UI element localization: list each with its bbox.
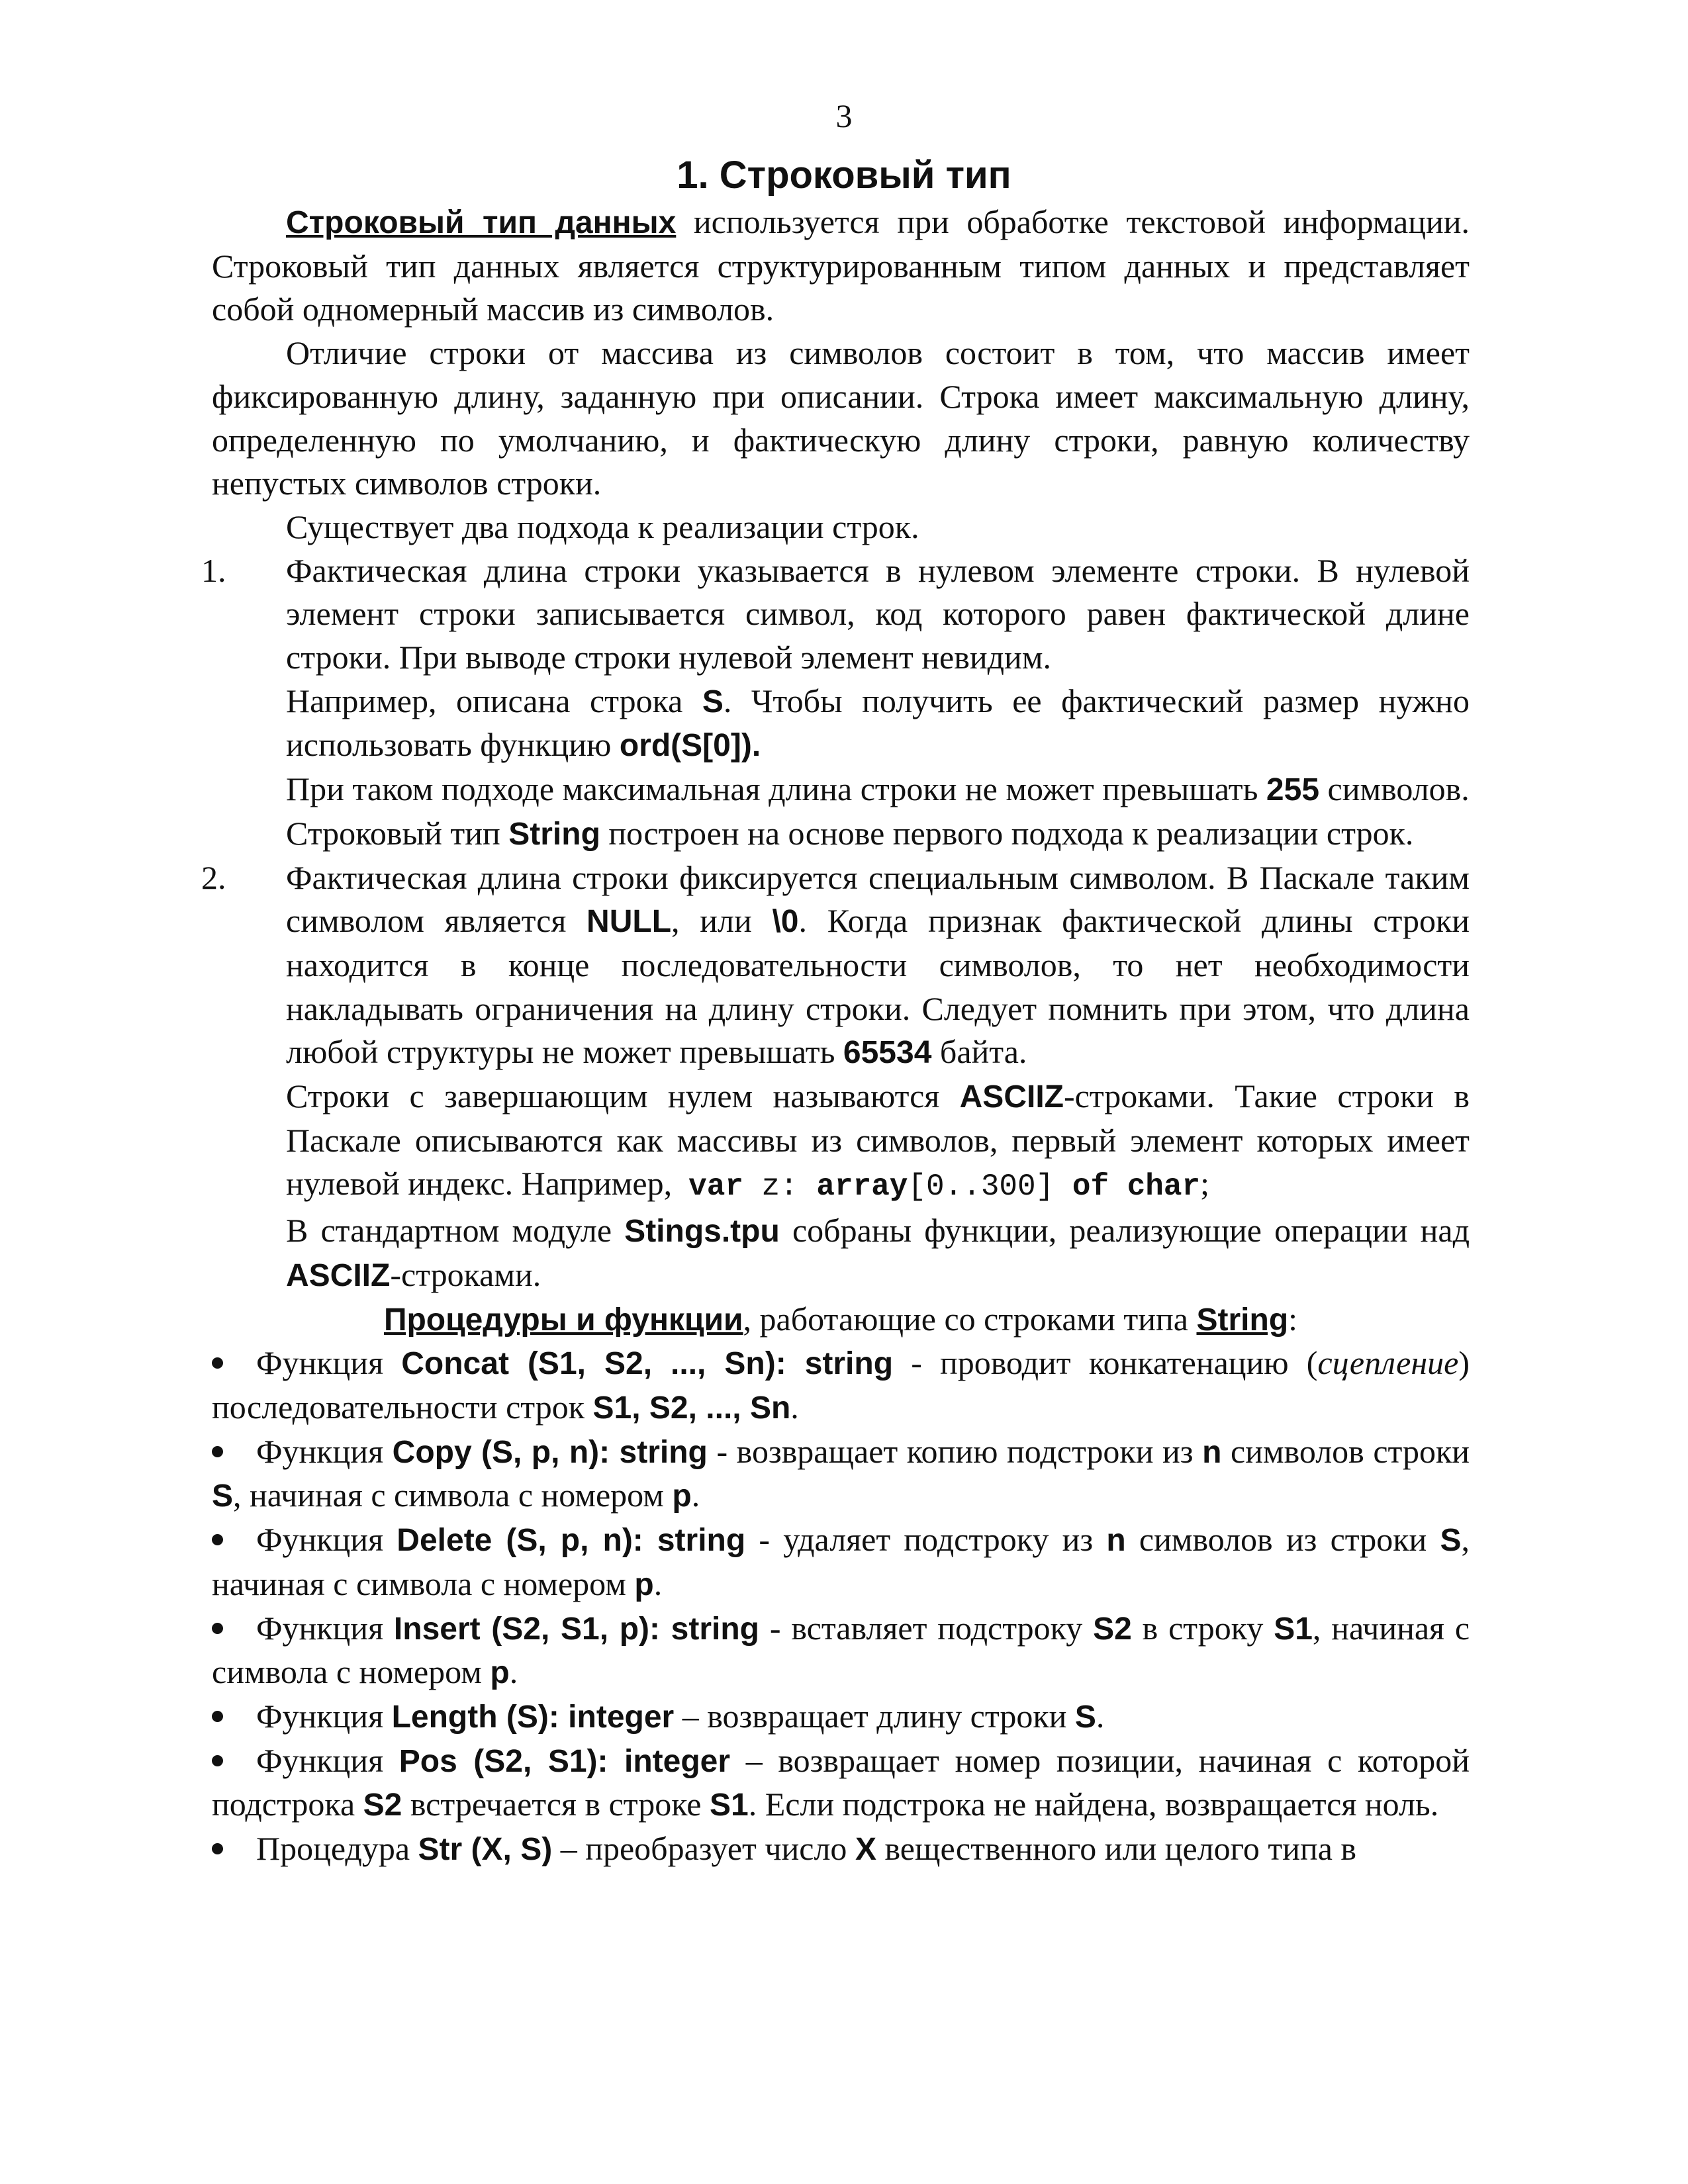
bullet-pos: Функция Pos (S2, S1): integer – возвращает номер позиции, начиная с которой подстрока S2 встречается в строке S1. Если подстрока не найдена, возвращается ноль. (212, 1741, 1470, 1823)
approach-item-2 (201, 856, 1470, 1298)
item2-asciiz: Строки с завершающим нулем называются ASCIIZ-строками. Такие строки в Паскале описываются как массивы из символов, первый элемент которых имеет нулевой индекс. Например, var z: array[0..300] of char; (286, 1077, 1470, 1205)
document-body (201, 201, 1470, 1872)
item1-text: Фактическая длина строки указывается в нулевом элементе строки. В нулевой элемент строки записывается символ, код которого равен фактической длине строки. При выводе строки нулевой элемент невидим. (286, 551, 1470, 676)
item1-max-length: При таком подходе максимальная длина строки не может превышать 255 символов. (286, 770, 1470, 808)
bullet-dot-icon (212, 1357, 223, 1369)
max-length-255: 255 (1266, 772, 1320, 808)
section-title: 1. Строковый тип (677, 154, 1011, 197)
bullet-length: Функция Length (S): integer – возвращает длину строки S. (212, 1695, 1470, 1739)
pos-signature: Pos (S2, S1): integer (399, 1743, 731, 1779)
bullet-insert: Функция Insert (S2, S1, p): string - вставляет подстроку S2 в строку S1, начиная с символа с номером p. (212, 1609, 1470, 1691)
bullet-dot-icon (212, 1755, 223, 1766)
str-signature: Str (X, S) (418, 1832, 553, 1868)
string-type-keyword: String (1196, 1302, 1289, 1338)
intro-paragraph (212, 201, 1470, 332)
approach-item-1 (201, 549, 1470, 856)
intro-term: Строковый тип данных (286, 205, 677, 240)
page-number: 3 (835, 97, 853, 134)
bullet-dot-icon (212, 1623, 223, 1634)
bullet-copy: Функция Copy (S, p, n): string - возвращает копию подстроки из n символов строки S, начиная с символа с номером p. (212, 1432, 1470, 1514)
bullet-dot-icon (212, 1534, 223, 1545)
bullet-delete: Функция Delete (S, p, n): string - удаляет подстроку из n символов из строки S, начиная с символа с номером p. (212, 1521, 1470, 1602)
copy-signature: Copy (S, p, n): string (392, 1434, 708, 1470)
bullet-dot-icon (212, 1711, 223, 1722)
asciiz-keyword: ASCIIZ (286, 1257, 391, 1293)
item2-module: В стандартном модуле Stings.tpu собраны функции, реализующие операции над ASCIIZ-строками. (286, 1212, 1470, 1293)
max-length-65534: 65534 (843, 1035, 932, 1071)
difference-paragraph: Отличие строки от массива из символов состоит в том, что массив имеет фиксированную длину, заданную при описании. Строка имеет максимальную длину, определенную по умолчанию, и фактическую длину строки, равную количеству непустых символов строки. (212, 334, 1470, 502)
item2-text: Фактическая длина строки фиксируется специальным символом. В Паскале таким символом является NULL, или \0. Когда признак фактической длины строки находится в конце последовательности символов, то нет необходимости накладывать ограничения на длину строки. Следует помнить при этом, что длина любой структуры не может превышать 65534 байта. (286, 858, 1470, 1071)
null-keyword: NULL (586, 904, 672, 940)
delete-signature: Delete (S, p, n): string (397, 1523, 746, 1559)
item-number: 1. (201, 551, 226, 589)
asciiz-keyword: ASCIIZ (959, 1079, 1064, 1115)
concat-signature: Concat (S1, S2, ..., Sn): string (401, 1346, 894, 1382)
length-signature: Length (S): integer (391, 1699, 675, 1735)
insert-signature: Insert (S2, S1, p): string (393, 1611, 759, 1647)
bullet-dot-icon (212, 1446, 223, 1457)
procedures-heading: Процедуры и функции, работающие со строками типа String: (383, 1300, 1298, 1338)
item1-string-type: Строковый тип String построен на основе первого подхода к реализации строк. (286, 814, 1414, 852)
bullet-dot-icon (212, 1843, 223, 1854)
bullet-str: Процедура Str (X, S) – преобразует число X вещественного или целого типа в (212, 1827, 1470, 1872)
procedures-term: Процедуры и функции (383, 1302, 743, 1338)
approaches-paragraph: Существует два подхода к реализации строк. (286, 508, 919, 545)
item-number: 2. (201, 858, 226, 896)
bullet-concat: Функция Concat (S1, S2, ..., Sn): string - проводит конкатенацию (сцепление) последовательности строк S1, S2, ..., Sn. (212, 1344, 1470, 1426)
item1-example: Например, описана строка S. Чтобы получить ее фактический размер нужно использовать функцию ord(S[0]). (286, 682, 1470, 764)
module-name: Stings.tpu (624, 1214, 780, 1250)
intro-text: используется при обработке текстовой информации. Строковый тип данных является структурированным типом данных и представляет собой одномерный массив из символов. (212, 203, 1470, 328)
zero-char-keyword: \0 (772, 904, 799, 940)
code-example: var z: array[0..300] of char (688, 1169, 1201, 1205)
string-keyword: String (508, 816, 600, 852)
ord-function: ord(S[0]). (619, 728, 761, 764)
string-var-s: S (702, 684, 724, 719)
